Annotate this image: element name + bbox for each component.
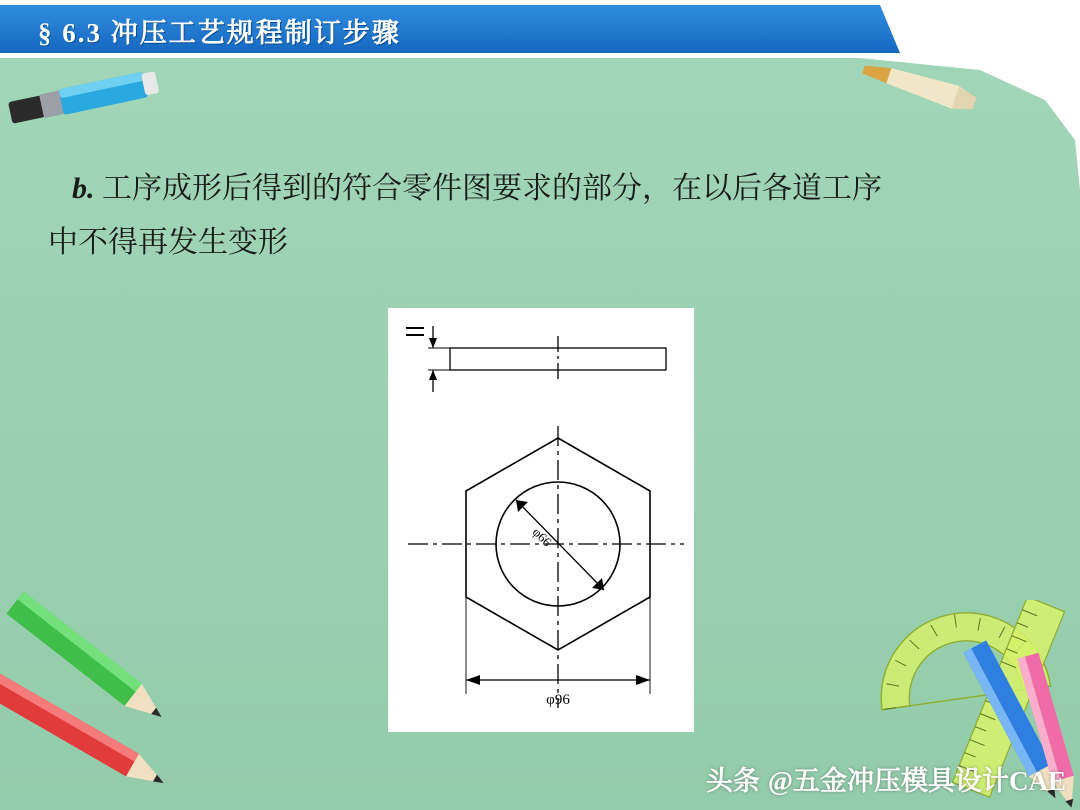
- outer-diameter-label: φ96: [546, 692, 570, 708]
- pencil-tip-decoration: [860, 60, 980, 120]
- part-drawing-svg: [388, 308, 694, 732]
- title-section-number: 6.3: [62, 18, 102, 48]
- body-paragraph: [48, 162, 1048, 270]
- paragraph-line-1: 工序成形后得到的符合零件图要求的部分，在以后各道工序: [102, 172, 882, 205]
- paragraph-label: b.: [72, 172, 95, 205]
- title-section-symbol: §: [38, 18, 54, 48]
- page-title: [38, 11, 401, 50]
- inner-diameter-label: φ66: [529, 524, 555, 550]
- part-drawing-panel: [388, 308, 694, 732]
- watermark-text: @五金冲压模具设计CAE: [767, 766, 1066, 796]
- watermark: [706, 759, 1066, 798]
- watermark-logo: 头条: [705, 766, 760, 796]
- paragraph-line-2: 中不得再发生变形: [48, 226, 288, 259]
- title-label: 冲压工艺规程制订步骤: [110, 18, 401, 48]
- red-pencil-decoration: [0, 650, 210, 810]
- marker-pen-decoration: [0, 58, 190, 128]
